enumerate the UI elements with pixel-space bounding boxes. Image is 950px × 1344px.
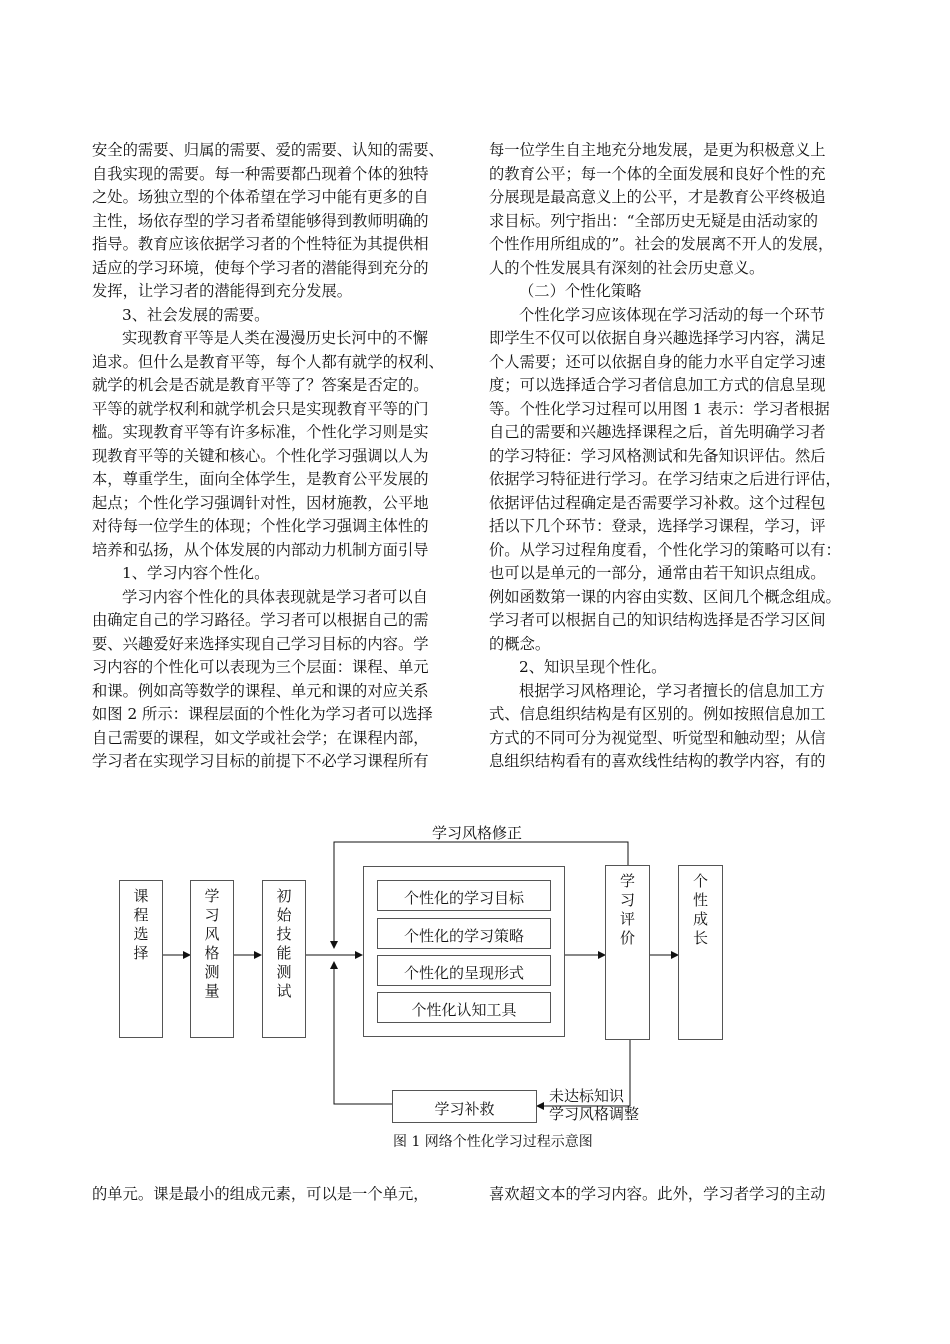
text-line: 个人需要；还可以依据自身的能力水平自定学习速 bbox=[489, 352, 826, 371]
text-line: 例如函数第一课的内容由实数、区间几个概念组成。 bbox=[489, 587, 841, 606]
text-line: 实现教育平等是人类在漫漫历史长河中的不懈 bbox=[122, 329, 428, 347]
inner-item-tools bbox=[377, 992, 551, 1023]
text-line: 3、社会发展的需要。 bbox=[122, 305, 270, 324]
text-line: 要、兴趣爱好来选择实现自己学习目标的内容。学 bbox=[92, 634, 429, 653]
course-select-box bbox=[119, 880, 163, 1038]
text-line: 对待每一位学生的体现；个性化学习强调主体性的 bbox=[92, 517, 429, 535]
eval-label: 学习评价 bbox=[619, 872, 635, 947]
text-line: 个性作用所组成的”。社会的发展离不开人的发展， bbox=[489, 235, 834, 253]
text-line: 根据学习风格理论，学习者擅长的信息加工方 bbox=[519, 681, 825, 700]
skill-test-box bbox=[262, 880, 306, 1038]
course-select-text bbox=[120, 887, 162, 963]
text-line: 平等的就学权利和就学机会只是实现教育平等的门 bbox=[92, 399, 429, 418]
style-measure-box bbox=[190, 880, 234, 1038]
eval-text bbox=[606, 872, 649, 948]
text-line: 本，尊重学生，面向全体学生，是教育公平发展的 bbox=[92, 470, 429, 488]
text-line: 方式的不同可分为视觉型、听觉型和触动型；从信 bbox=[489, 728, 826, 747]
inner-item-strategy bbox=[377, 918, 551, 949]
inner-item-goal bbox=[377, 880, 551, 911]
text-line: 追求。但什么是教育平等，每个人都有就学的权利、 bbox=[92, 352, 444, 371]
text-line: 指导。教育应该依据学习者的个性特征为其提供相 bbox=[92, 235, 429, 253]
text-line: 价。从学习过程角度看，个性化学习的策略可以有： bbox=[489, 540, 841, 559]
text-line: 即学生不仅可以依据自身兴趣选择学习内容，满足 bbox=[489, 329, 826, 347]
style-correction-label: 学习风格修正 bbox=[432, 824, 523, 842]
remedy-box bbox=[392, 1090, 537, 1123]
text-line: 括以下几个环节：登录，选择学习课程，学习，评 bbox=[489, 517, 826, 535]
text-line: 培养和弘扬，从个体发展的内部动力机制方面引导 bbox=[92, 540, 429, 559]
bottom-left-line bbox=[92, 1183, 429, 1207]
figure-caption: 图 1 网络个性化学习过程示意图 bbox=[393, 1134, 593, 1150]
left-column bbox=[92, 139, 472, 774]
text-line: 依据评估过程确定是否需要学习补救。这个过程包 bbox=[489, 493, 826, 512]
text-line: 人的个性发展具有深刻的社会历史意义。 bbox=[489, 258, 765, 277]
text-line: 息组织结构看有的喜欢线性结构的教学内容，有的 bbox=[489, 752, 826, 770]
inner-item-tools-label: 个性化认知工具 bbox=[411, 1001, 517, 1019]
text-line: 就学的机会是否就是教育平等了？答案是否定的。 bbox=[92, 376, 429, 394]
text-line: 度；可以选择适合学习者信息加工方式的信息呈现 bbox=[489, 376, 826, 394]
text-line: 等。个性化学习过程可以用图 1 表示：学习者根据 bbox=[489, 399, 830, 418]
text-line: 自己的需要和兴趣选择课程之后，首先明确学习者 bbox=[489, 423, 826, 441]
text-line: （二）个性化策略 bbox=[519, 282, 642, 300]
text-line: 起点；个性化学习强调针对性，因材施教，公平地 bbox=[92, 493, 429, 512]
inner-item-strategy-label: 个性化的学习策略 bbox=[403, 927, 524, 945]
text-line: 主性，场依存型的学习者希望能够得到教师明确的 bbox=[92, 211, 429, 230]
text-line: 2、知识呈现个性化。 bbox=[519, 658, 667, 676]
text-line: 分展现是最高意义上的公平，才是教育公平终极追 bbox=[489, 188, 826, 206]
text-line: 之处。场独立型的个体希望在学习中能有更多的自 bbox=[92, 188, 429, 206]
paragraph-line: 喜欢超文本的学习内容。此外，学习者学习的主动 bbox=[489, 1185, 826, 1203]
personalization-container bbox=[363, 866, 565, 1037]
growth-text bbox=[679, 872, 722, 948]
course-select-label: 课程选择 bbox=[133, 887, 149, 962]
style-measure-label: 学习风格测量 bbox=[204, 887, 220, 1000]
text-line: 依据学习特征进行学习。在学习结束之后进行评估， bbox=[489, 470, 841, 488]
text-line: 现教育平等的关键和核心。个性化学习强调以人为 bbox=[92, 446, 429, 465]
text-line: 和课。例如高等数学的课程、单元和课的对应关系 bbox=[92, 681, 429, 700]
text-line: 学习者在实现学习目标的前提下不必学习课程所有 bbox=[92, 752, 429, 770]
feedback-label-knowledge: 未达标知识 bbox=[549, 1087, 625, 1105]
text-line: 自我实现的需要。每一种需要都凸现着个体的独特 bbox=[92, 164, 429, 183]
text-line: 每一位学生自主地充分地发展，是更为积极意义上 bbox=[489, 141, 826, 159]
bottom-right-line bbox=[489, 1183, 826, 1207]
text-line: 1、学习内容个性化。 bbox=[122, 564, 270, 582]
inner-item-presentation bbox=[377, 955, 551, 986]
text-line: 发挥，让学习者的潜能得到充分发展。 bbox=[92, 282, 353, 300]
text-line: 的教育公平；每一个体的全面发展和良好个性的充 bbox=[489, 164, 826, 183]
text-line: 的学习特征：学习风格测试和先备知识评估。然后 bbox=[489, 446, 826, 465]
text-line: 的概念。 bbox=[489, 634, 551, 653]
right-column bbox=[489, 139, 869, 774]
skill-test-label: 初始技能测试 bbox=[276, 887, 292, 1000]
growth-label: 个性成长 bbox=[692, 872, 708, 947]
style-measure-text bbox=[191, 887, 233, 1001]
text-line: 由确定自己的学习路径。学习者可以根据自己的需 bbox=[92, 611, 429, 629]
text-line: 槛。实现教育平等有许多标准，个性化学习则是实 bbox=[92, 423, 429, 441]
paragraph-line: 的单元。课是最小的组成元素，可以是一个单元， bbox=[92, 1185, 429, 1203]
text-line: 适应的学习环境，使每个学习者的潜能得到充分的 bbox=[92, 258, 429, 277]
text-line: 学习内容个性化的具体表现就是学习者可以自 bbox=[122, 587, 428, 606]
text-line: 如图 2 所示：课程层面的个性化为学习者可以选择 bbox=[92, 705, 433, 723]
text-line: 也可以是单元的一部分，通常由若干知识点组成。 bbox=[489, 564, 826, 582]
skill-test-text bbox=[263, 887, 305, 1001]
text-line: 学习者可以根据自己的知识结构选择是否学习区间 bbox=[489, 611, 826, 629]
text-line: 求目标。列宁指出：“全部历史无疑是由活动家的 bbox=[489, 211, 819, 230]
text-line: 式、信息组织结构是有区别的。例如按照信息加工 bbox=[489, 705, 826, 723]
text-line: 安全的需要、归属的需要、爱的需要、认知的需要、 bbox=[92, 141, 444, 159]
inner-item-goal-label: 个性化的学习目标 bbox=[403, 889, 524, 907]
eval-box bbox=[605, 865, 650, 1040]
growth-box bbox=[678, 865, 723, 1040]
text-line: 个性化学习应该体现在学习活动的每一个环节 bbox=[519, 305, 825, 324]
text-line: 自己需要的课程，如文学或社会学；在课程内部， bbox=[92, 728, 429, 747]
inner-item-presentation-label: 个性化的呈现形式 bbox=[403, 964, 524, 982]
remedy-label: 学习补救 bbox=[434, 1100, 495, 1118]
feedback-label-style: 学习风格调整 bbox=[549, 1105, 640, 1123]
text-line: 习内容的个性化可以表现为三个层面：课程、单元 bbox=[92, 658, 429, 676]
